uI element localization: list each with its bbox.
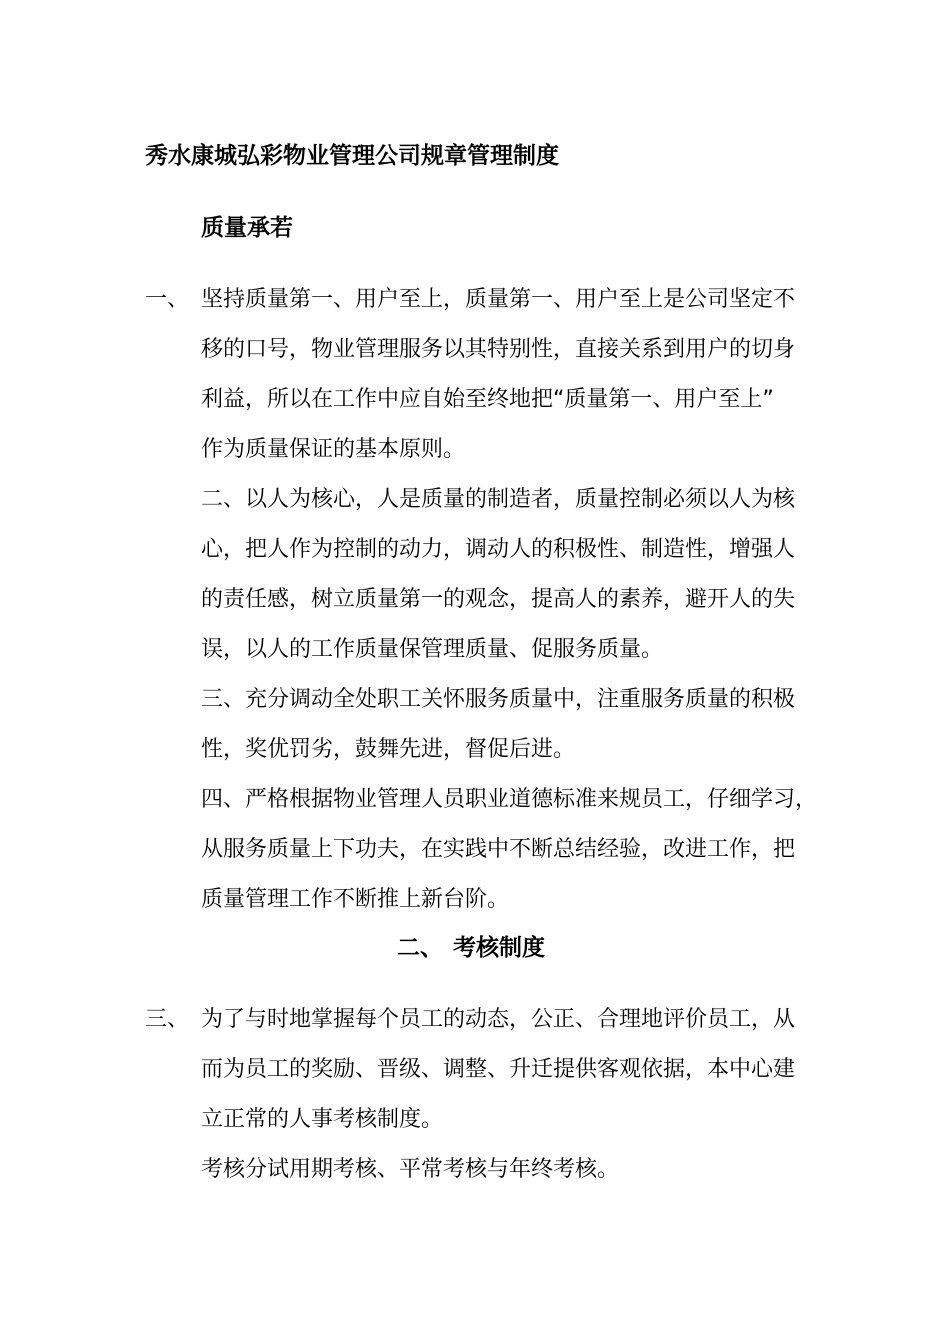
paragraph-line: 而为员工的奖励、晋级、调整、升迁提供客观依据，本中心建 — [201, 1057, 796, 1082]
paragraph-line: 心，把人作为控制的动力，调动人的积极性、制造性，增强人 — [201, 537, 796, 562]
paragraph-line: 的责任感，树立质量第一的观念，提高人的素养，避开人的失 — [201, 587, 796, 612]
paragraph-line: 作为质量保证的基本原则。 — [201, 437, 466, 462]
paragraph-line: 三、充分调动全处职工关怀服务质量中，注重服务质量的积极 — [201, 687, 796, 712]
document-title: 秀水康城弘彩物业管理公司规章管理制度 — [145, 143, 559, 169]
paragraph-line: 为了与时地掌握每个员工的动态，公正、合理地评价员工，从 — [201, 1007, 796, 1032]
section-heading-quality-commitment: 质量承若 — [201, 215, 293, 241]
section-number: 二、 — [397, 935, 443, 961]
paragraph-line: 性，奖优罚劣，鼓舞先进，督促后进。 — [201, 737, 576, 762]
paragraph-line: 二、以人为核心，人是质量的制造者，质量控制必须以人为核 — [201, 487, 796, 512]
list-marker: 三、 — [145, 1007, 190, 1032]
paragraph-line: 质量管理工作不断推上新台阶。 — [201, 887, 510, 912]
paragraph-line: 考核分试用期考核、平常考核与年终考核。 — [201, 1157, 620, 1182]
paragraph-line: 从服务质量上下功夫，在实践中不断总结经验，改进工作，把 — [201, 837, 796, 862]
paragraph-line: 坚持质量第一、用户至上，质量第一、用户至上是公司坚定不 — [201, 287, 796, 312]
paragraph-line: 立正常的人事考核制度。 — [201, 1107, 444, 1132]
section-heading-assessment-system: 考核制度 — [453, 935, 545, 961]
list-marker: 一、 — [145, 287, 190, 312]
paragraph-line: 四、严格根据物业管理人员职业道德标准来规员工，仔细学习， — [201, 787, 818, 812]
paragraph-line: 利益，所以在工作中应自始至终地把“质量第一、用户至上” — [201, 387, 774, 412]
paragraph-line: 移的口号，物业管理服务以其特别性，直接关系到用户的切身 — [201, 337, 796, 362]
paragraph-line: 误，以人的工作质量保管理质量、促服务质量。 — [201, 637, 664, 662]
